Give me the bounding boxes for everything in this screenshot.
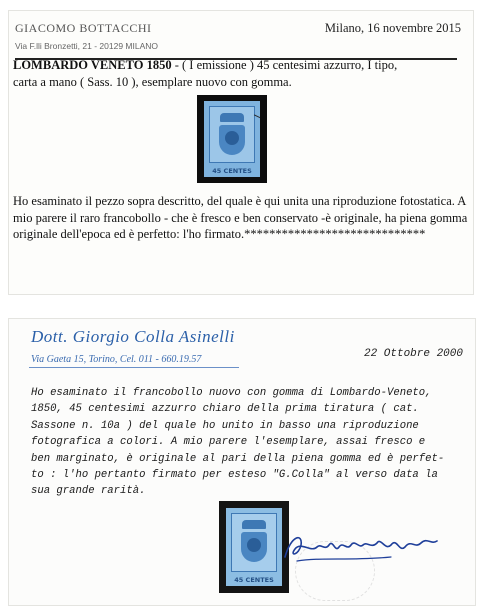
- eagle-icon: [247, 538, 261, 552]
- certificate-body: [31, 385, 461, 500]
- stamp-photo: [197, 95, 267, 183]
- eagle-icon: [225, 131, 239, 145]
- expert-name: GIACOMO BOTTACCHI: [15, 21, 152, 35]
- stamp-image: [226, 508, 282, 586]
- description-title: LOMBARDO VENETO 1850: [13, 58, 172, 72]
- stamp-photo: [219, 501, 289, 593]
- body-line: fotografica a colori. A mio parere l'esemplare, assai fresco e: [31, 436, 426, 449]
- certificate-date: 22 Ottobre 2000: [363, 348, 463, 360]
- stamp-image: [204, 101, 260, 177]
- letterhead-rule: [29, 367, 239, 368]
- body-line: ben marginato, è originale al pari della piena gomma ed è perfet-: [31, 452, 445, 465]
- stamp-value-text: 45 CENTES: [212, 167, 252, 175]
- body-line: Sassone n. 10a ) del quale ho unito in basso una riproduzione: [31, 419, 419, 432]
- expert-address: Via F.lli Bronzetti, 21 - 20129 MILANO: [15, 41, 158, 51]
- certificate-body: Ho esaminato il pezzo sopra descritto, del quale è qui unita una riproduzione fotostatica. A mio parere il raro francobollo - che è fresco e ben conservato -è originale, ha piena gomma originale dell'epoca ed è perfetto: l'ho firmato.*****************************: [13, 194, 468, 241]
- body-line: to : l'ho pertanto firmato per esteso "G.Colla" al verso data la: [31, 469, 438, 482]
- stamp-description: [13, 57, 465, 91]
- body-line: Ho esaminato il francobollo nuovo con gomma di Lombardo-Veneto,: [31, 387, 432, 399]
- handwritten-signature: [281, 527, 441, 567]
- description-line-2: carta a mano ( Sass. 10 ), esemplare nuovo con gomma.: [13, 75, 292, 89]
- body-line: sua grande rarità.: [31, 485, 146, 498]
- crown-icon: [220, 113, 244, 122]
- letterhead: [13, 19, 465, 53]
- certificate-colla: [8, 318, 476, 606]
- description-line-1: - ( I emissione ) 45 centesimi azzurro, I tipo,: [171, 58, 398, 72]
- crown-icon: [242, 520, 266, 529]
- place-date: Milano, 16 novembre 2015: [324, 21, 461, 35]
- stamp-frame-inner: [231, 513, 277, 572]
- certificate-bottacchi: [8, 10, 474, 295]
- body-line: 1850, 45 centesimi azzurro chiaro della prima tiratura ( cat.: [31, 403, 419, 416]
- expert-address: Via Gaeta 15, Torino, Cel. 011 - 660.19.57: [31, 354, 202, 365]
- stamp-value-text: 45 CENTES: [234, 576, 274, 584]
- expert-name: Dott. Giorgio Colla Asinelli: [31, 327, 235, 346]
